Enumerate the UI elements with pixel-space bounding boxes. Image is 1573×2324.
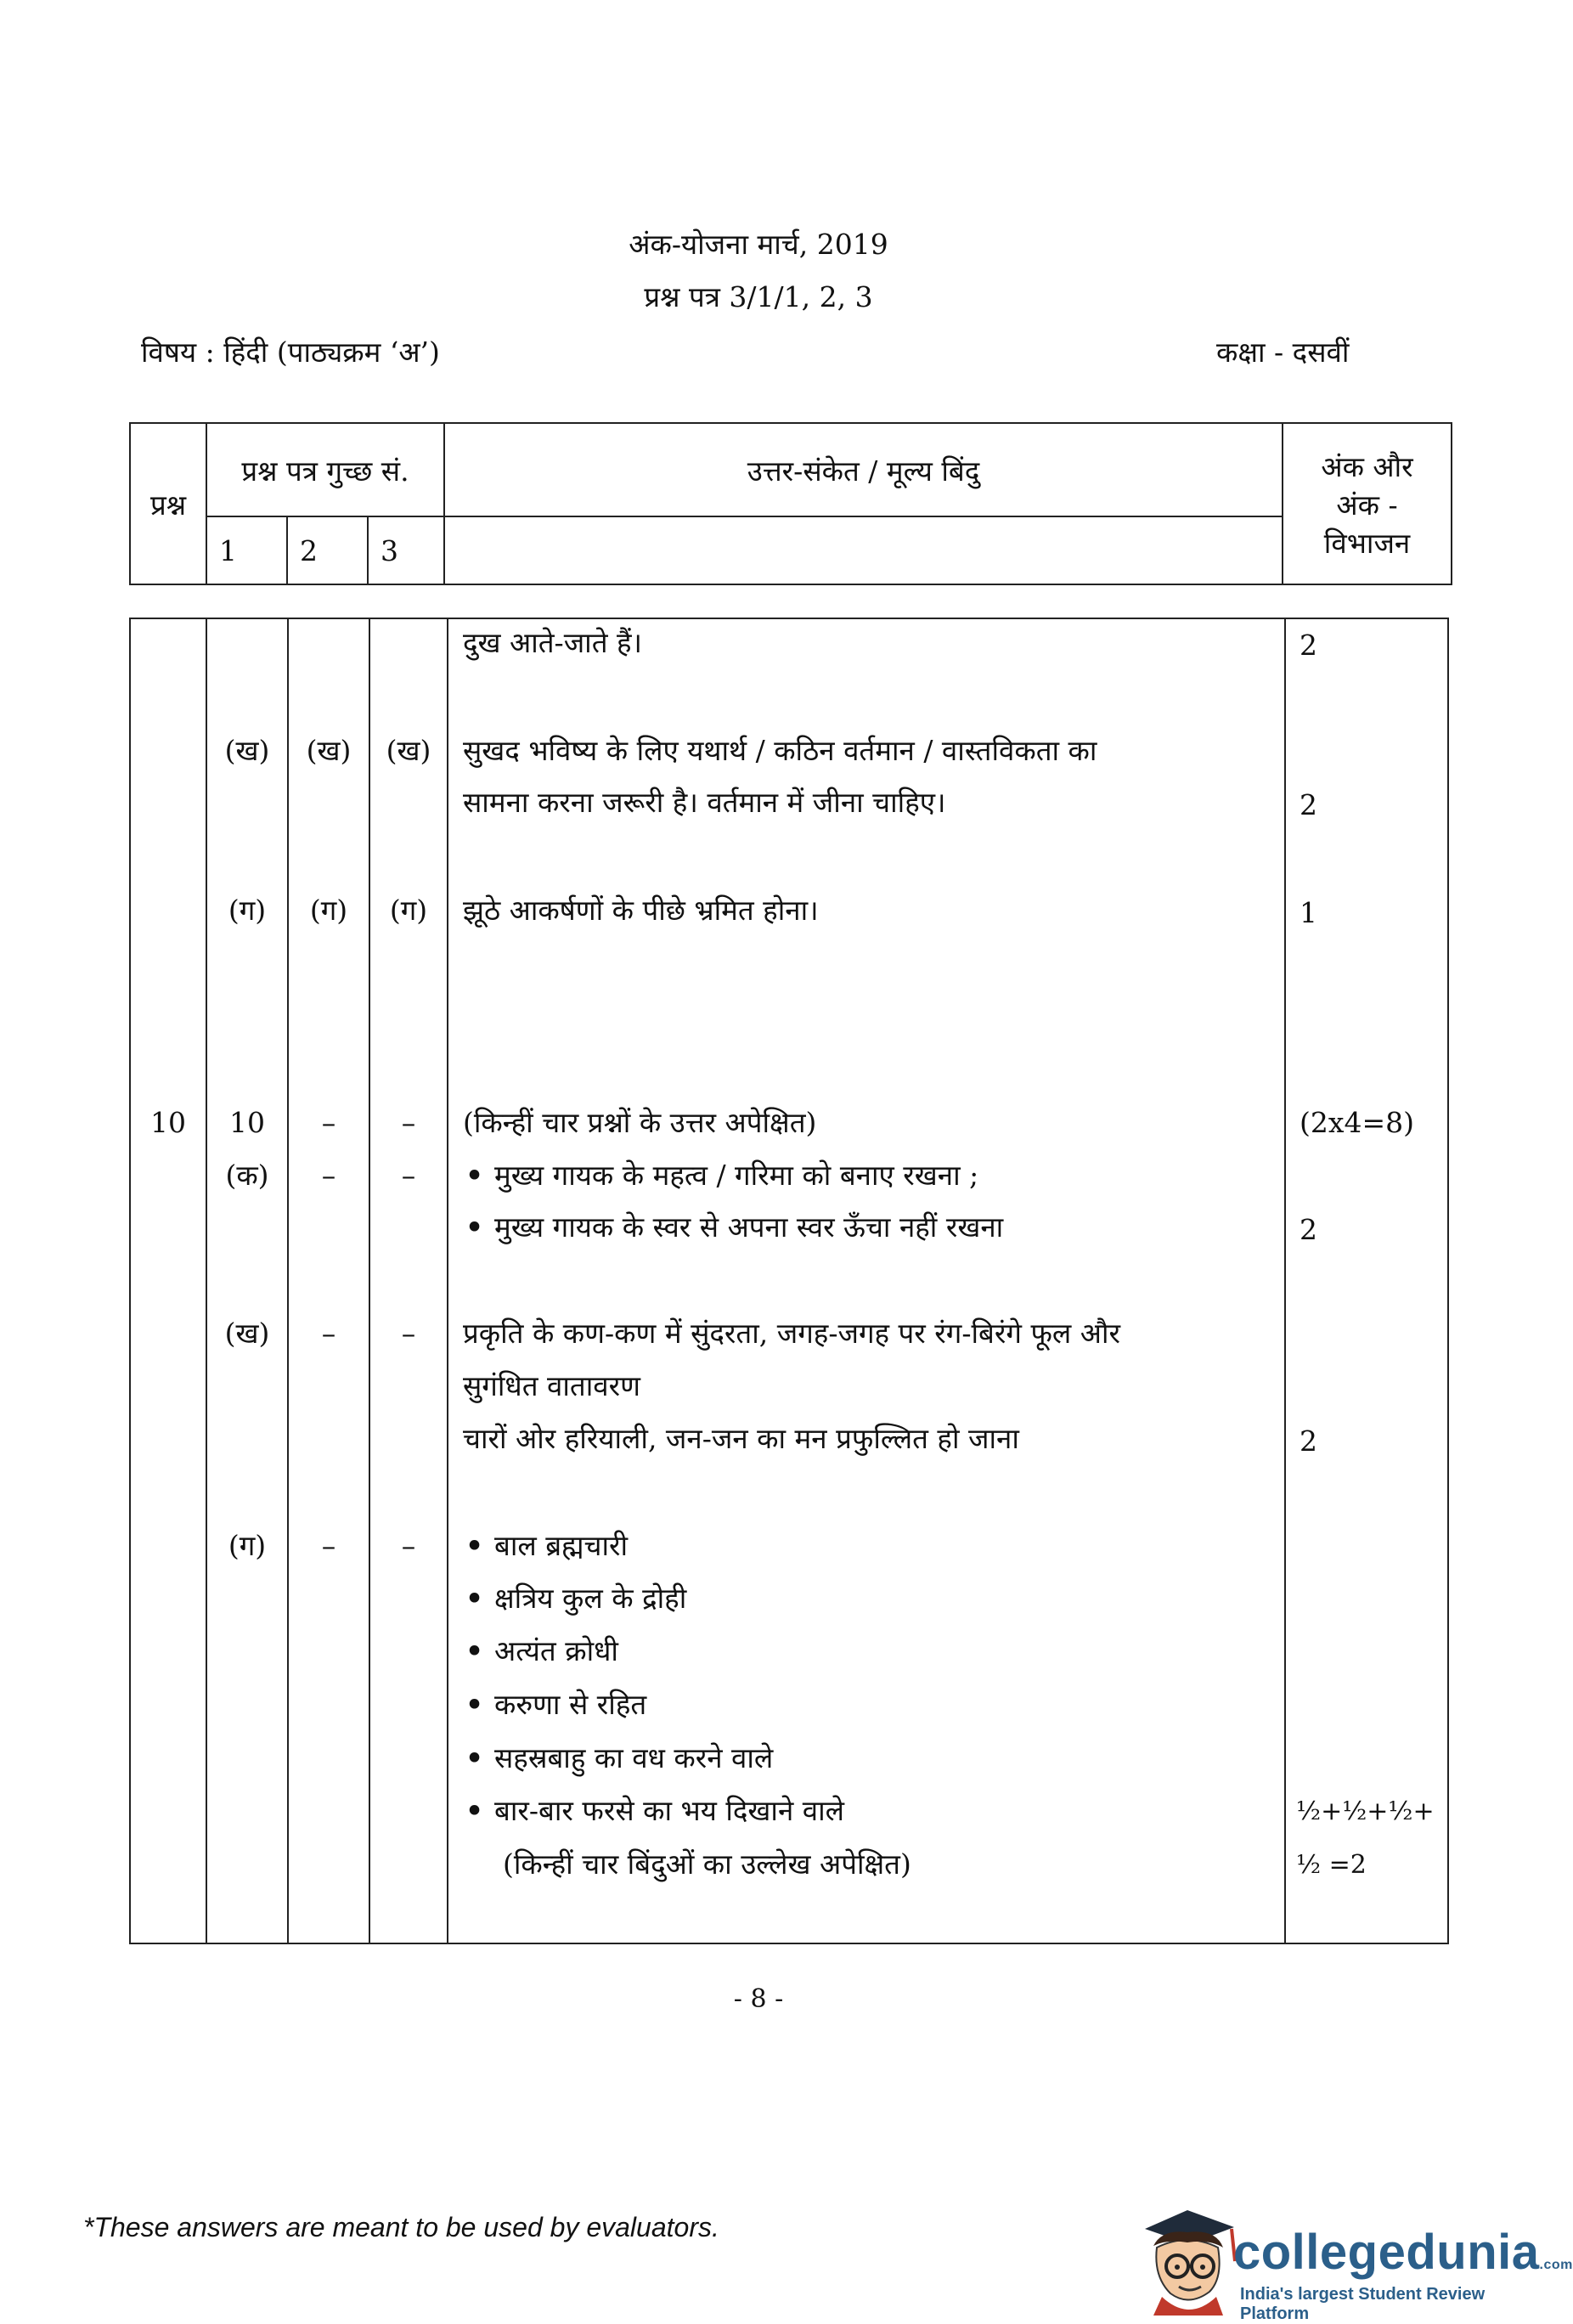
header-table bbox=[129, 422, 1452, 585]
subject-label: विषय : हिंदी (पाठ्यक्रम ‘अ’) bbox=[141, 336, 440, 369]
class-label: कक्षा - दसवीं bbox=[1216, 336, 1350, 369]
set-label: 10 bbox=[229, 1106, 265, 1139]
answer-text: चारों ओर हरियाली, जन-जन का मन प्रफुल्लित हो जाना bbox=[463, 1422, 1019, 1455]
set-label: (ग) bbox=[228, 1529, 267, 1562]
paper-code: प्रश्न पत्र 3/1/1, 2, 3 bbox=[644, 280, 873, 313]
answer-text: सुगंधित वातावरण bbox=[463, 1369, 640, 1402]
answer-text: दुख आते-जाते हैं। bbox=[463, 626, 643, 659]
dash: – bbox=[401, 1159, 416, 1192]
set-col-2: 2 bbox=[287, 516, 368, 584]
marks-line: अंक और bbox=[1321, 449, 1413, 483]
dash: – bbox=[321, 1106, 336, 1139]
dash: – bbox=[401, 1529, 416, 1562]
answer-text: (किन्हीं चार प्रश्नों के उत्तर अपेक्षित) bbox=[463, 1106, 817, 1139]
answer-text: झूठे आकर्षणों के पीछे भ्रमित होना। bbox=[463, 894, 819, 927]
marks-total: (2x4=8) bbox=[1300, 1106, 1414, 1139]
col-divider bbox=[447, 618, 448, 1943]
col-divider bbox=[369, 618, 370, 1943]
col-divider bbox=[206, 618, 207, 1943]
bullet-item: • मुख्य गायक के महत्व / गरिमा को बनाए रखना ; bbox=[465, 1159, 978, 1193]
brand-tagline: India's largest Student Review Platform bbox=[1240, 2285, 1486, 2323]
bullet-item: • करुणा से रहित bbox=[465, 1688, 646, 1722]
answer-text: सामना करना जरूरी है। वर्तमान में जीना चाहिए। bbox=[463, 786, 946, 819]
dash: – bbox=[321, 1529, 336, 1562]
marks-value: 1 bbox=[1300, 896, 1317, 929]
answer-note: (किन्हीं चार बिंदुओं का उल्लेख अपेक्षित) bbox=[503, 1847, 911, 1881]
marks-value: ½ =2 bbox=[1296, 1850, 1367, 1880]
marks-line: विभाजन bbox=[1323, 526, 1411, 560]
dash: – bbox=[321, 1159, 336, 1192]
dash: – bbox=[321, 1317, 336, 1350]
marks-line: अंक - bbox=[1336, 488, 1398, 522]
col-marks bbox=[1283, 423, 1452, 584]
set-col-3: 3 bbox=[368, 516, 444, 584]
brand-suffix: .com bbox=[1539, 2258, 1573, 2272]
set-label: (ख) bbox=[224, 1317, 270, 1350]
set-label: (ख) bbox=[386, 734, 431, 767]
dash: – bbox=[401, 1317, 416, 1350]
marks-value: 2 bbox=[1300, 629, 1317, 662]
col-answer: उत्तर-संकेत / मूल्य बिंदु bbox=[444, 423, 1283, 516]
set-label: (ग) bbox=[309, 894, 348, 927]
col-divider bbox=[287, 618, 289, 1943]
bullet-item: • बाल ब्रह्मचारी bbox=[465, 1529, 628, 1563]
col-set: प्रश्न पत्र गुच्छ सं. bbox=[206, 423, 444, 516]
set-label: (ख) bbox=[224, 734, 270, 767]
col-question: प्रश्न bbox=[130, 423, 206, 584]
col-divider bbox=[1284, 618, 1286, 1943]
answer-blank bbox=[444, 516, 1283, 584]
question-number: 10 bbox=[150, 1106, 186, 1139]
bullet-item: • मुख्य गायक के स्वर से अपना स्वर ऊँचा नहीं रखना bbox=[465, 1210, 1003, 1244]
dash: – bbox=[401, 1106, 416, 1139]
set-col-1: 1 bbox=[206, 516, 287, 584]
marks-value: 2 bbox=[1300, 1213, 1317, 1246]
set-label: (ग) bbox=[228, 894, 267, 927]
bullet-item: • क्षत्रिय कुल के द्रोही bbox=[465, 1582, 686, 1616]
marks-value: ½+½+½+ bbox=[1296, 1797, 1435, 1826]
mascot-icon bbox=[1128, 2195, 1247, 2316]
set-label: (ख) bbox=[306, 734, 352, 767]
bullet-item: • बार-बार फरसे का भय दिखाने वाले bbox=[465, 1794, 844, 1828]
brand-name: collegedunia bbox=[1233, 2225, 1540, 2280]
marks-value: 2 bbox=[1300, 788, 1317, 821]
document-title: अंक-योजना मार्च, 2019 bbox=[629, 228, 888, 261]
brand-logo-text bbox=[1233, 2224, 1573, 2281]
marks-value: 2 bbox=[1300, 1424, 1317, 1458]
bullet-item: • सहस्रबाहु का वध करने वाले bbox=[465, 1741, 773, 1775]
footer-note: *These answers are meant to be used by evaluators. bbox=[83, 2212, 719, 2242]
page-number: - 8 - bbox=[733, 1984, 784, 2014]
set-label: (क) bbox=[225, 1159, 269, 1192]
answer-text: प्रकृति के कण-कण में सुंदरता, जगह-जगह पर रंग-बिरंगे फूल और bbox=[463, 1317, 1121, 1350]
answer-text: सुखद भविष्य के लिए यथार्थ / कठिन वर्तमान / वास्तविकता का bbox=[463, 734, 1097, 767]
bullet-item: • अत्यंत क्रोधी bbox=[465, 1634, 618, 1668]
set-label: (ग) bbox=[389, 894, 428, 927]
